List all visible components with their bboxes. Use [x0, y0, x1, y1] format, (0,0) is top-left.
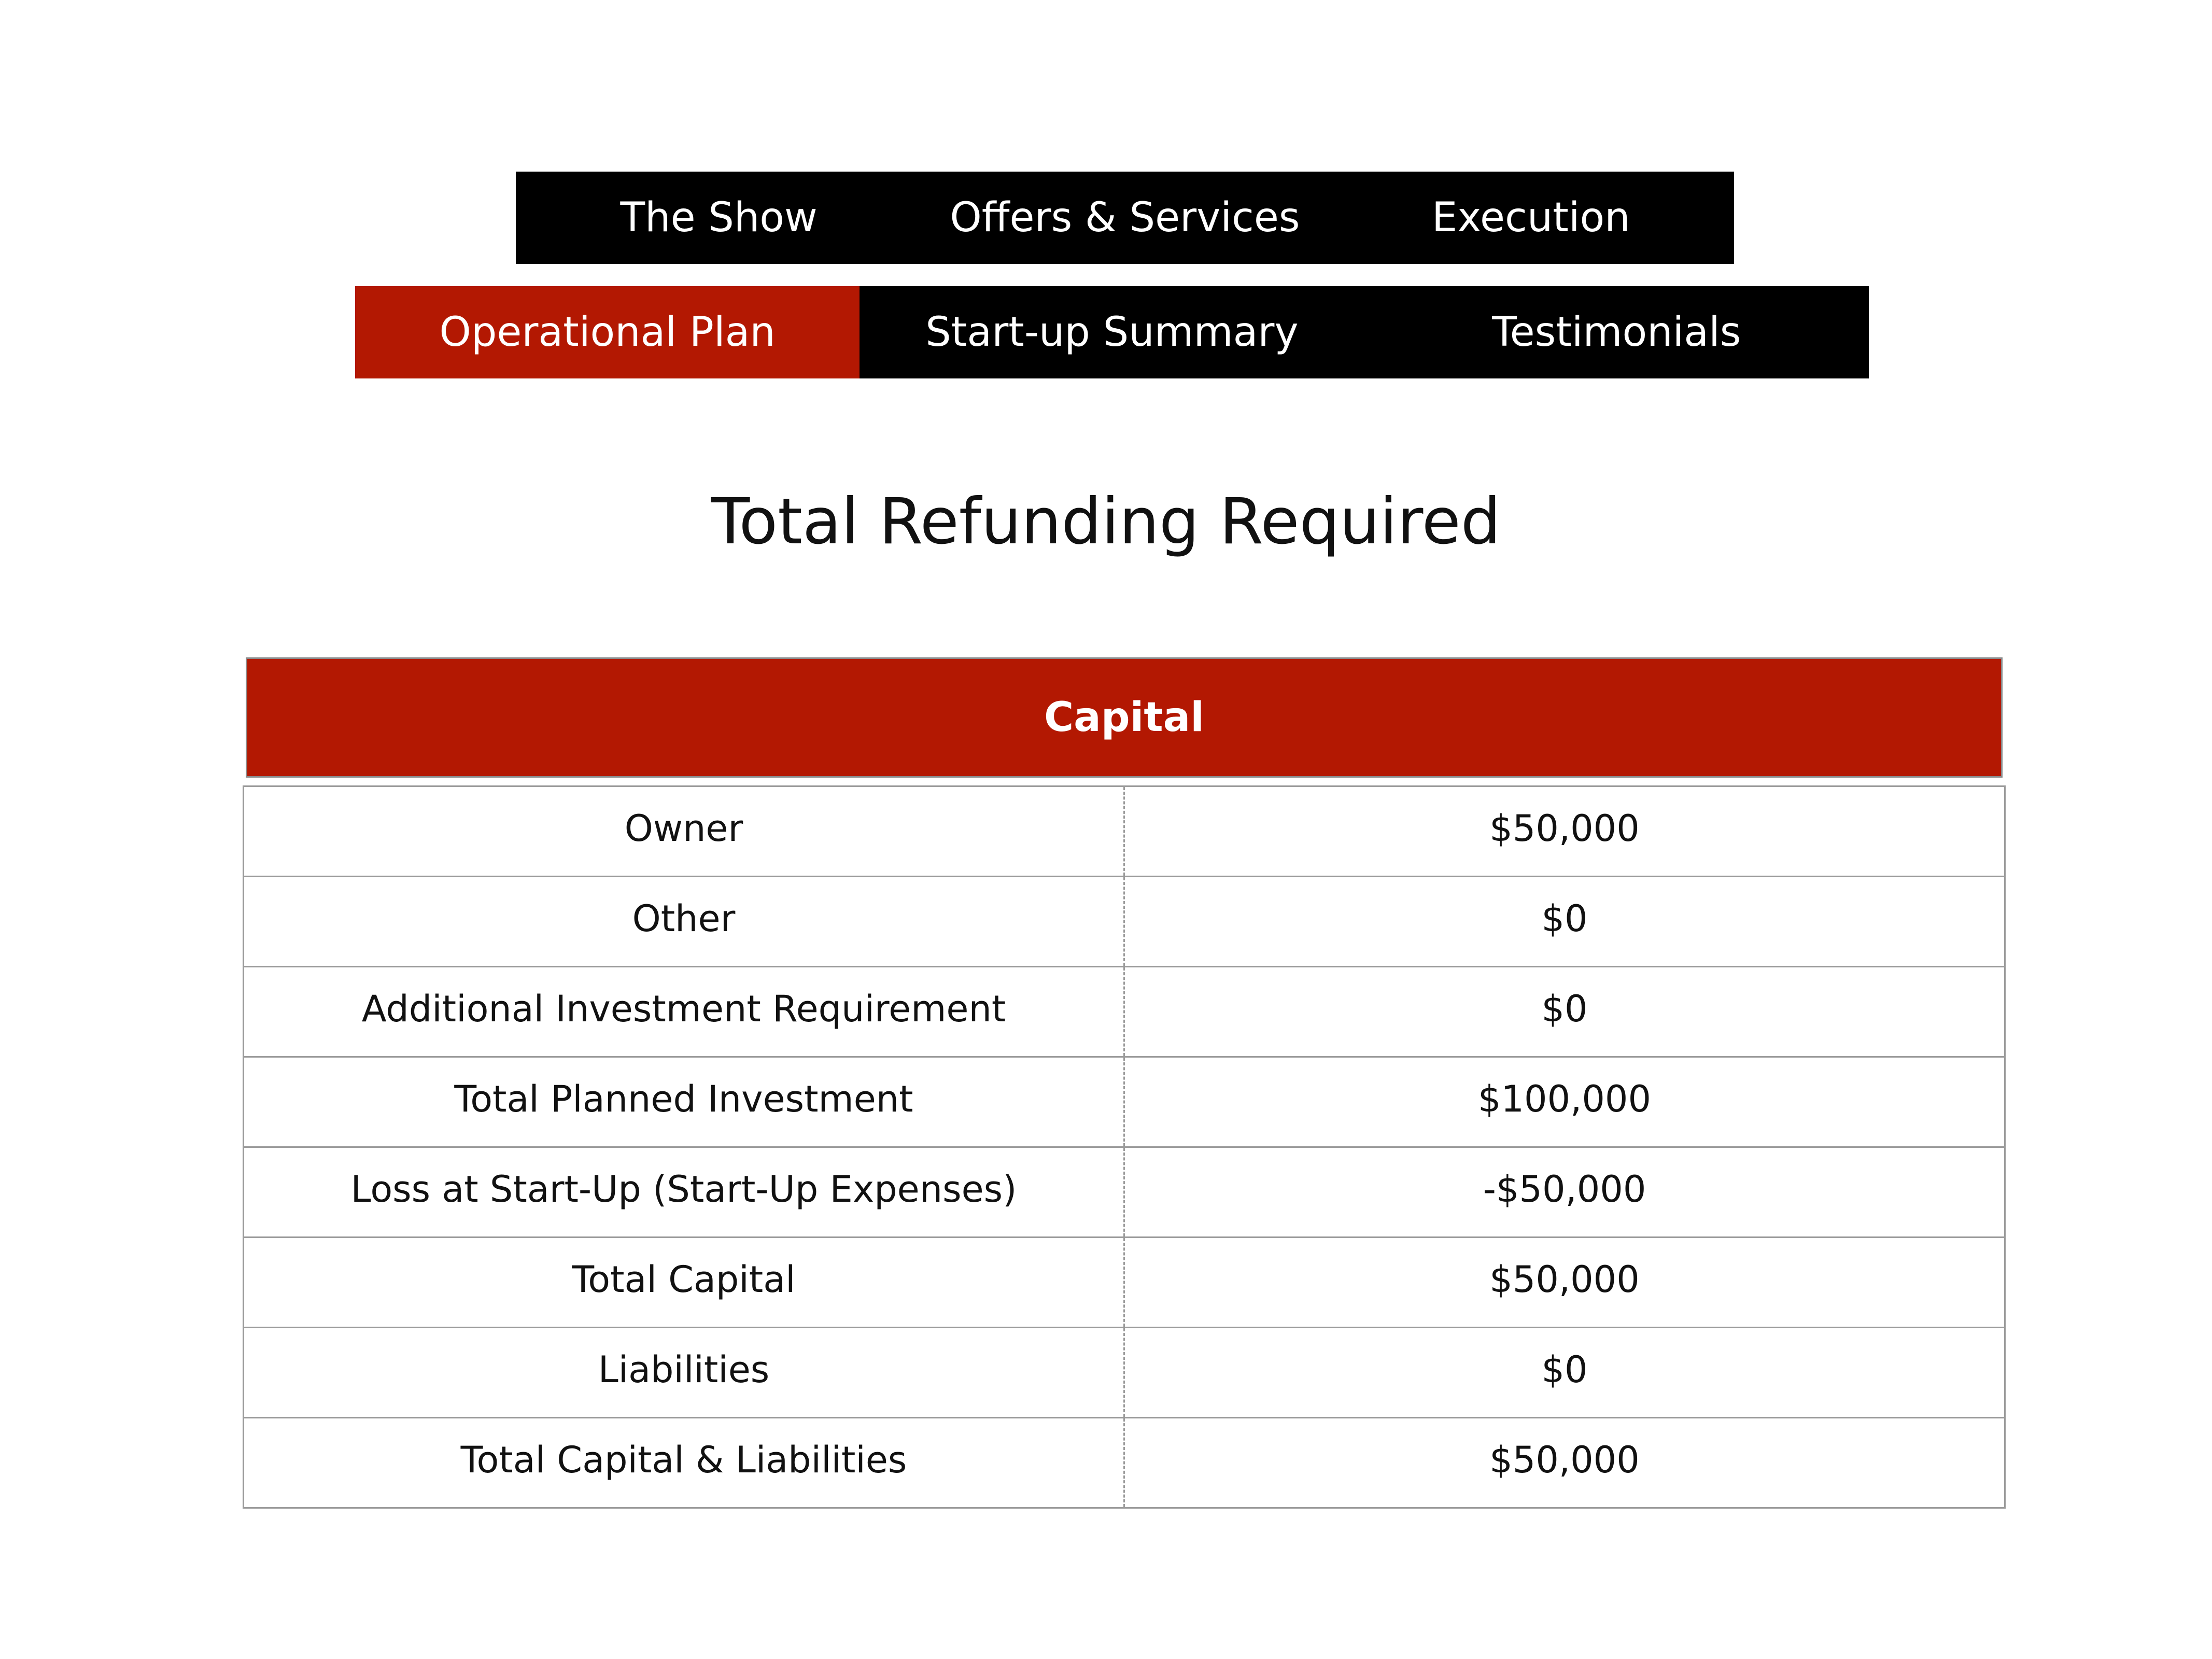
table-row — [244, 967, 2005, 1057]
row-value: $0 — [1124, 1328, 2005, 1418]
table-row — [244, 1328, 2005, 1418]
nav-row-primary — [516, 172, 1734, 264]
table-row — [244, 1057, 2005, 1147]
table-row — [244, 1418, 2005, 1508]
row-value: $0 — [1124, 877, 2005, 967]
table-header: Capital — [246, 657, 2003, 778]
nav-tab-offers-services[interactable]: Offers & Services — [922, 172, 1328, 264]
row-label: Liabilities — [244, 1328, 1124, 1418]
nav-tab-operational-plan[interactable]: Operational Plan — [355, 286, 860, 378]
row-label: Total Capital — [244, 1238, 1124, 1328]
table-row — [244, 1147, 2005, 1238]
row-value: $50,000 — [1124, 1238, 2005, 1328]
row-value: -$50,000 — [1124, 1147, 2005, 1238]
row-value: $0 — [1124, 967, 2005, 1057]
table-row — [244, 1238, 2005, 1328]
nav-row-secondary — [355, 286, 1869, 378]
row-label: Loss at Start-Up (Start-Up Expenses) — [244, 1147, 1124, 1238]
nav-tab-start-up-summary[interactable]: Start-up Summary — [860, 286, 1364, 378]
row-label: Additional Investment Requirement — [244, 967, 1124, 1057]
row-value: $50,000 — [1124, 786, 2005, 877]
row-value: $100,000 — [1124, 1057, 2005, 1147]
row-value: $50,000 — [1124, 1418, 2005, 1508]
table-row — [244, 877, 2005, 967]
table-row — [244, 786, 2005, 877]
row-label: Other — [244, 877, 1124, 967]
page-title: Total Refunding Required — [711, 485, 1501, 558]
nav-tab-testimonials[interactable]: Testimonials — [1364, 286, 1869, 378]
capital-table — [246, 657, 2003, 1509]
row-label: Total Capital & Liabilities — [244, 1418, 1124, 1508]
row-label: Total Planned Investment — [244, 1057, 1124, 1147]
nav-tab-execution[interactable]: Execution — [1328, 172, 1734, 264]
nav-tab-the-show[interactable]: The Show — [516, 172, 922, 264]
row-label: Owner — [244, 786, 1124, 877]
capital-data-table — [243, 785, 2006, 1509]
